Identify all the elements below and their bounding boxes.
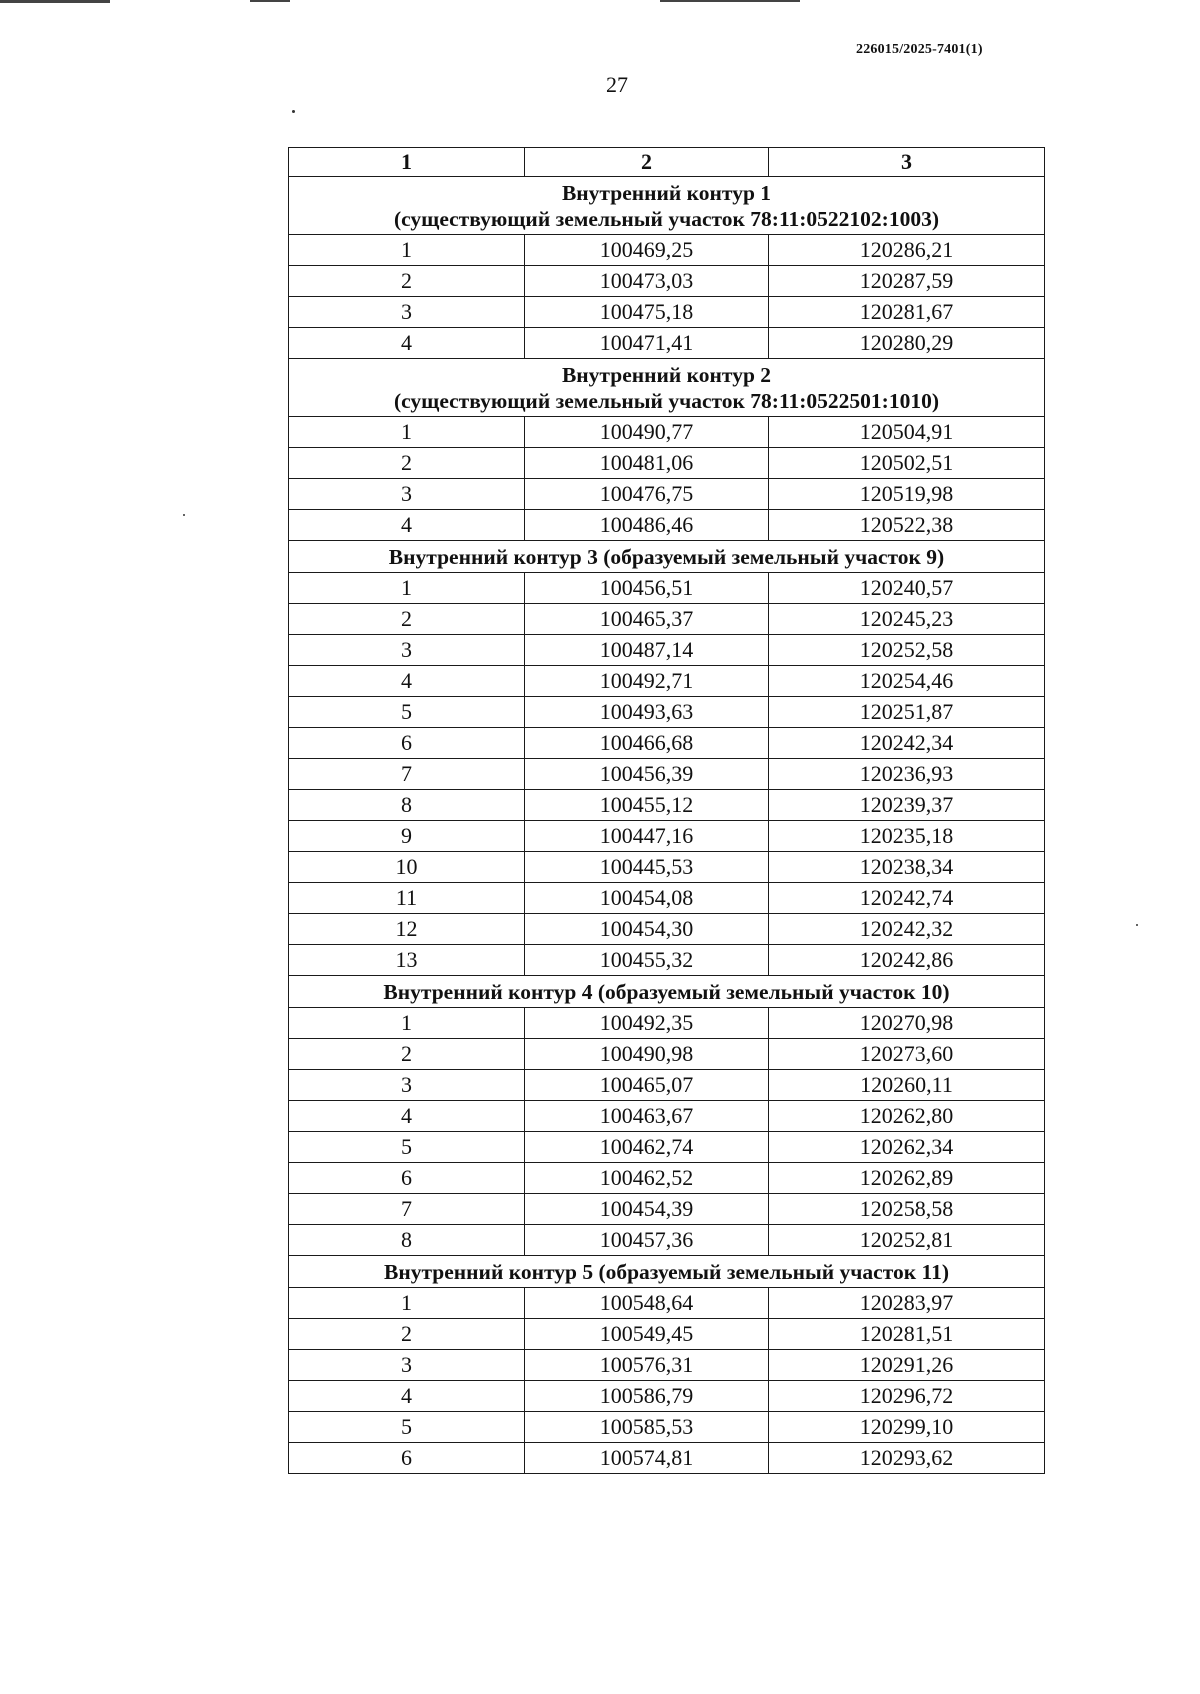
table-row [289, 1101, 1045, 1132]
coordinate-x-cell: 100462,74 [525, 1132, 769, 1163]
point-number-cell: 6 [289, 1443, 525, 1474]
table-row [289, 1412, 1045, 1443]
table-row [289, 235, 1045, 266]
scan-speck [292, 110, 295, 113]
coordinate-x-cell: 100454,39 [525, 1194, 769, 1225]
coordinate-x-cell: 100465,37 [525, 604, 769, 635]
point-number-cell: 1 [289, 1008, 525, 1039]
coordinate-x-cell: 100455,12 [525, 790, 769, 821]
table-row [289, 297, 1045, 328]
section-title-row [289, 1256, 1045, 1288]
coordinate-x-cell: 100490,77 [525, 417, 769, 448]
coordinate-y-cell: 120236,93 [769, 759, 1045, 790]
section-title-row [289, 177, 1045, 235]
point-number-cell: 8 [289, 1225, 525, 1256]
section-title-line: Внутренний контур 5 (образуемый земельный участок 11) [383, 1260, 949, 1284]
coordinate-x-cell: 100492,71 [525, 666, 769, 697]
coordinates-table [288, 147, 1045, 1474]
coordinate-x-cell: 100456,39 [525, 759, 769, 790]
column-header: 2 [525, 148, 769, 177]
document-number: 226015/2025-7401(1) [856, 42, 983, 57]
table-row [289, 448, 1045, 479]
point-number-cell: 5 [289, 697, 525, 728]
point-number-cell: 2 [289, 448, 525, 479]
coordinate-x-cell: 100493,63 [525, 697, 769, 728]
table-row [289, 573, 1045, 604]
coordinate-x-cell: 100492,35 [525, 1008, 769, 1039]
table-row [289, 945, 1045, 976]
coordinate-y-cell: 120296,72 [769, 1381, 1045, 1412]
coordinate-x-cell: 100447,16 [525, 821, 769, 852]
table-row [289, 1039, 1045, 1070]
table-header-row [289, 148, 1045, 177]
coordinate-y-cell: 120254,46 [769, 666, 1045, 697]
table-row [289, 1008, 1045, 1039]
column-header: 3 [769, 148, 1045, 177]
coordinate-y-cell: 120287,59 [769, 266, 1045, 297]
table-row [289, 417, 1045, 448]
point-number-cell: 4 [289, 328, 525, 359]
section-title-line: Внутренний контур 1 [561, 181, 772, 205]
coordinate-y-cell: 120299,10 [769, 1412, 1045, 1443]
coordinate-x-cell: 100486,46 [525, 510, 769, 541]
point-number-cell: 1 [289, 235, 525, 266]
coordinate-x-cell: 100548,64 [525, 1288, 769, 1319]
point-number-cell: 2 [289, 266, 525, 297]
section-title-row [289, 541, 1045, 573]
table-row [289, 759, 1045, 790]
point-number-cell: 4 [289, 1381, 525, 1412]
coordinate-y-cell: 120235,18 [769, 821, 1045, 852]
table-row [289, 790, 1045, 821]
section-title-line: Внутренний контур 3 (образуемый земельный участок 9) [388, 545, 945, 569]
coordinate-y-cell: 120238,34 [769, 852, 1045, 883]
coordinate-y-cell: 120242,74 [769, 883, 1045, 914]
coordinate-y-cell: 120242,86 [769, 945, 1045, 976]
section-title [289, 359, 1045, 417]
table-row [289, 1132, 1045, 1163]
table-row [289, 510, 1045, 541]
scan-artifact [250, 0, 290, 2]
coordinate-x-cell: 100549,45 [525, 1319, 769, 1350]
section-title-line: Внутренний контур 2 [561, 363, 772, 387]
table-row [289, 479, 1045, 510]
scan-speck [1136, 924, 1138, 926]
coordinate-x-cell: 100454,08 [525, 883, 769, 914]
point-number-cell: 1 [289, 417, 525, 448]
coordinate-y-cell: 120242,32 [769, 914, 1045, 945]
coordinate-y-cell: 120239,37 [769, 790, 1045, 821]
coordinate-y-cell: 120519,98 [769, 479, 1045, 510]
coordinate-y-cell: 120504,91 [769, 417, 1045, 448]
coordinate-y-cell: 120273,60 [769, 1039, 1045, 1070]
table-row [289, 1194, 1045, 1225]
table-row [289, 1381, 1045, 1412]
section-title [289, 177, 1045, 235]
point-number-cell: 10 [289, 852, 525, 883]
coordinate-y-cell: 120293,62 [769, 1443, 1045, 1474]
coordinate-y-cell: 120252,81 [769, 1225, 1045, 1256]
section-title [289, 1256, 1045, 1288]
point-number-cell: 3 [289, 635, 525, 666]
table-row [289, 728, 1045, 759]
page-number: 27 [606, 72, 628, 97]
table-row [289, 821, 1045, 852]
point-number-cell: 3 [289, 1070, 525, 1101]
coordinate-x-cell: 100476,75 [525, 479, 769, 510]
table-row [289, 914, 1045, 945]
point-number-cell: 3 [289, 1350, 525, 1381]
coordinate-y-cell: 120262,89 [769, 1163, 1045, 1194]
coordinate-x-cell: 100454,30 [525, 914, 769, 945]
scan-artifact [0, 0, 110, 3]
point-number-cell: 9 [289, 821, 525, 852]
coordinate-y-cell: 120242,34 [769, 728, 1045, 759]
coordinate-x-cell: 100576,31 [525, 1350, 769, 1381]
coordinate-y-cell: 120283,97 [769, 1288, 1045, 1319]
point-number-cell: 5 [289, 1132, 525, 1163]
coordinate-x-cell: 100585,53 [525, 1412, 769, 1443]
coordinate-y-cell: 120502,51 [769, 448, 1045, 479]
point-number-cell: 6 [289, 1163, 525, 1194]
point-number-cell: 4 [289, 1101, 525, 1132]
table-row [289, 1443, 1045, 1474]
coordinate-x-cell: 100456,51 [525, 573, 769, 604]
coordinate-x-cell: 100473,03 [525, 266, 769, 297]
column-header: 1 [289, 148, 525, 177]
point-number-cell: 2 [289, 604, 525, 635]
coordinate-x-cell: 100481,06 [525, 448, 769, 479]
table-row [289, 1163, 1045, 1194]
point-number-cell: 8 [289, 790, 525, 821]
table-row [289, 635, 1045, 666]
point-number-cell: 4 [289, 666, 525, 697]
point-number-cell: 2 [289, 1039, 525, 1070]
table-row [289, 266, 1045, 297]
coordinate-y-cell: 120262,80 [769, 1101, 1045, 1132]
coordinate-y-cell: 120260,11 [769, 1070, 1045, 1101]
coordinate-x-cell: 100487,14 [525, 635, 769, 666]
table-row [289, 328, 1045, 359]
coordinate-x-cell: 100445,53 [525, 852, 769, 883]
table-row [289, 697, 1045, 728]
point-number-cell: 4 [289, 510, 525, 541]
coordinate-y-cell: 120270,98 [769, 1008, 1045, 1039]
coordinate-x-cell: 100455,32 [525, 945, 769, 976]
coordinate-y-cell: 120240,57 [769, 573, 1045, 604]
table-row [289, 883, 1045, 914]
point-number-cell: 7 [289, 1194, 525, 1225]
coordinate-y-cell: 120245,23 [769, 604, 1045, 635]
coordinate-x-cell: 100462,52 [525, 1163, 769, 1194]
point-number-cell: 11 [289, 883, 525, 914]
point-number-cell: 1 [289, 573, 525, 604]
table-body [289, 177, 1045, 1474]
table-row [289, 1070, 1045, 1101]
point-number-cell: 13 [289, 945, 525, 976]
point-number-cell: 2 [289, 1319, 525, 1350]
coordinate-x-cell: 100469,25 [525, 235, 769, 266]
coordinate-y-cell: 120291,26 [769, 1350, 1045, 1381]
coordinate-x-cell: 100457,36 [525, 1225, 769, 1256]
section-title [289, 541, 1045, 573]
coordinate-x-cell: 100463,67 [525, 1101, 769, 1132]
coordinate-y-cell: 120286,21 [769, 235, 1045, 266]
coordinate-x-cell: 100475,18 [525, 297, 769, 328]
scan-artifact [660, 0, 800, 2]
point-number-cell: 12 [289, 914, 525, 945]
point-number-cell: 3 [289, 297, 525, 328]
coordinate-y-cell: 120251,87 [769, 697, 1045, 728]
coordinate-y-cell: 120522,38 [769, 510, 1045, 541]
table-row [289, 852, 1045, 883]
table-row [289, 1288, 1045, 1319]
scan-speck [183, 514, 185, 516]
section-title-row [289, 359, 1045, 417]
coordinate-x-cell: 100490,98 [525, 1039, 769, 1070]
section-title [289, 976, 1045, 1008]
coordinate-x-cell: 100465,07 [525, 1070, 769, 1101]
point-number-cell: 3 [289, 479, 525, 510]
coordinate-x-cell: 100471,41 [525, 328, 769, 359]
table-row [289, 666, 1045, 697]
coordinate-y-cell: 120262,34 [769, 1132, 1045, 1163]
point-number-cell: 5 [289, 1412, 525, 1443]
coordinate-y-cell: 120281,67 [769, 297, 1045, 328]
coordinate-x-cell: 100586,79 [525, 1381, 769, 1412]
section-title-line: Внутренний контур 4 (образуемый земельный участок 10) [383, 980, 950, 1004]
point-number-cell: 7 [289, 759, 525, 790]
point-number-cell: 1 [289, 1288, 525, 1319]
table-row [289, 1350, 1045, 1381]
section-title-row [289, 976, 1045, 1008]
coordinate-y-cell: 120280,29 [769, 328, 1045, 359]
point-number-cell: 6 [289, 728, 525, 759]
table-row [289, 1319, 1045, 1350]
coordinate-y-cell: 120258,58 [769, 1194, 1045, 1225]
table-row [289, 604, 1045, 635]
section-title-line: (существующий земельный участок 78:11:0522501:1010) [394, 389, 939, 413]
coordinate-y-cell: 120281,51 [769, 1319, 1045, 1350]
section-title-line: (существующий земельный участок 78:11:0522102:1003) [394, 207, 939, 231]
table-row [289, 1225, 1045, 1256]
coordinate-x-cell: 100466,68 [525, 728, 769, 759]
coordinate-y-cell: 120252,58 [769, 635, 1045, 666]
coordinate-x-cell: 100574,81 [525, 1443, 769, 1474]
